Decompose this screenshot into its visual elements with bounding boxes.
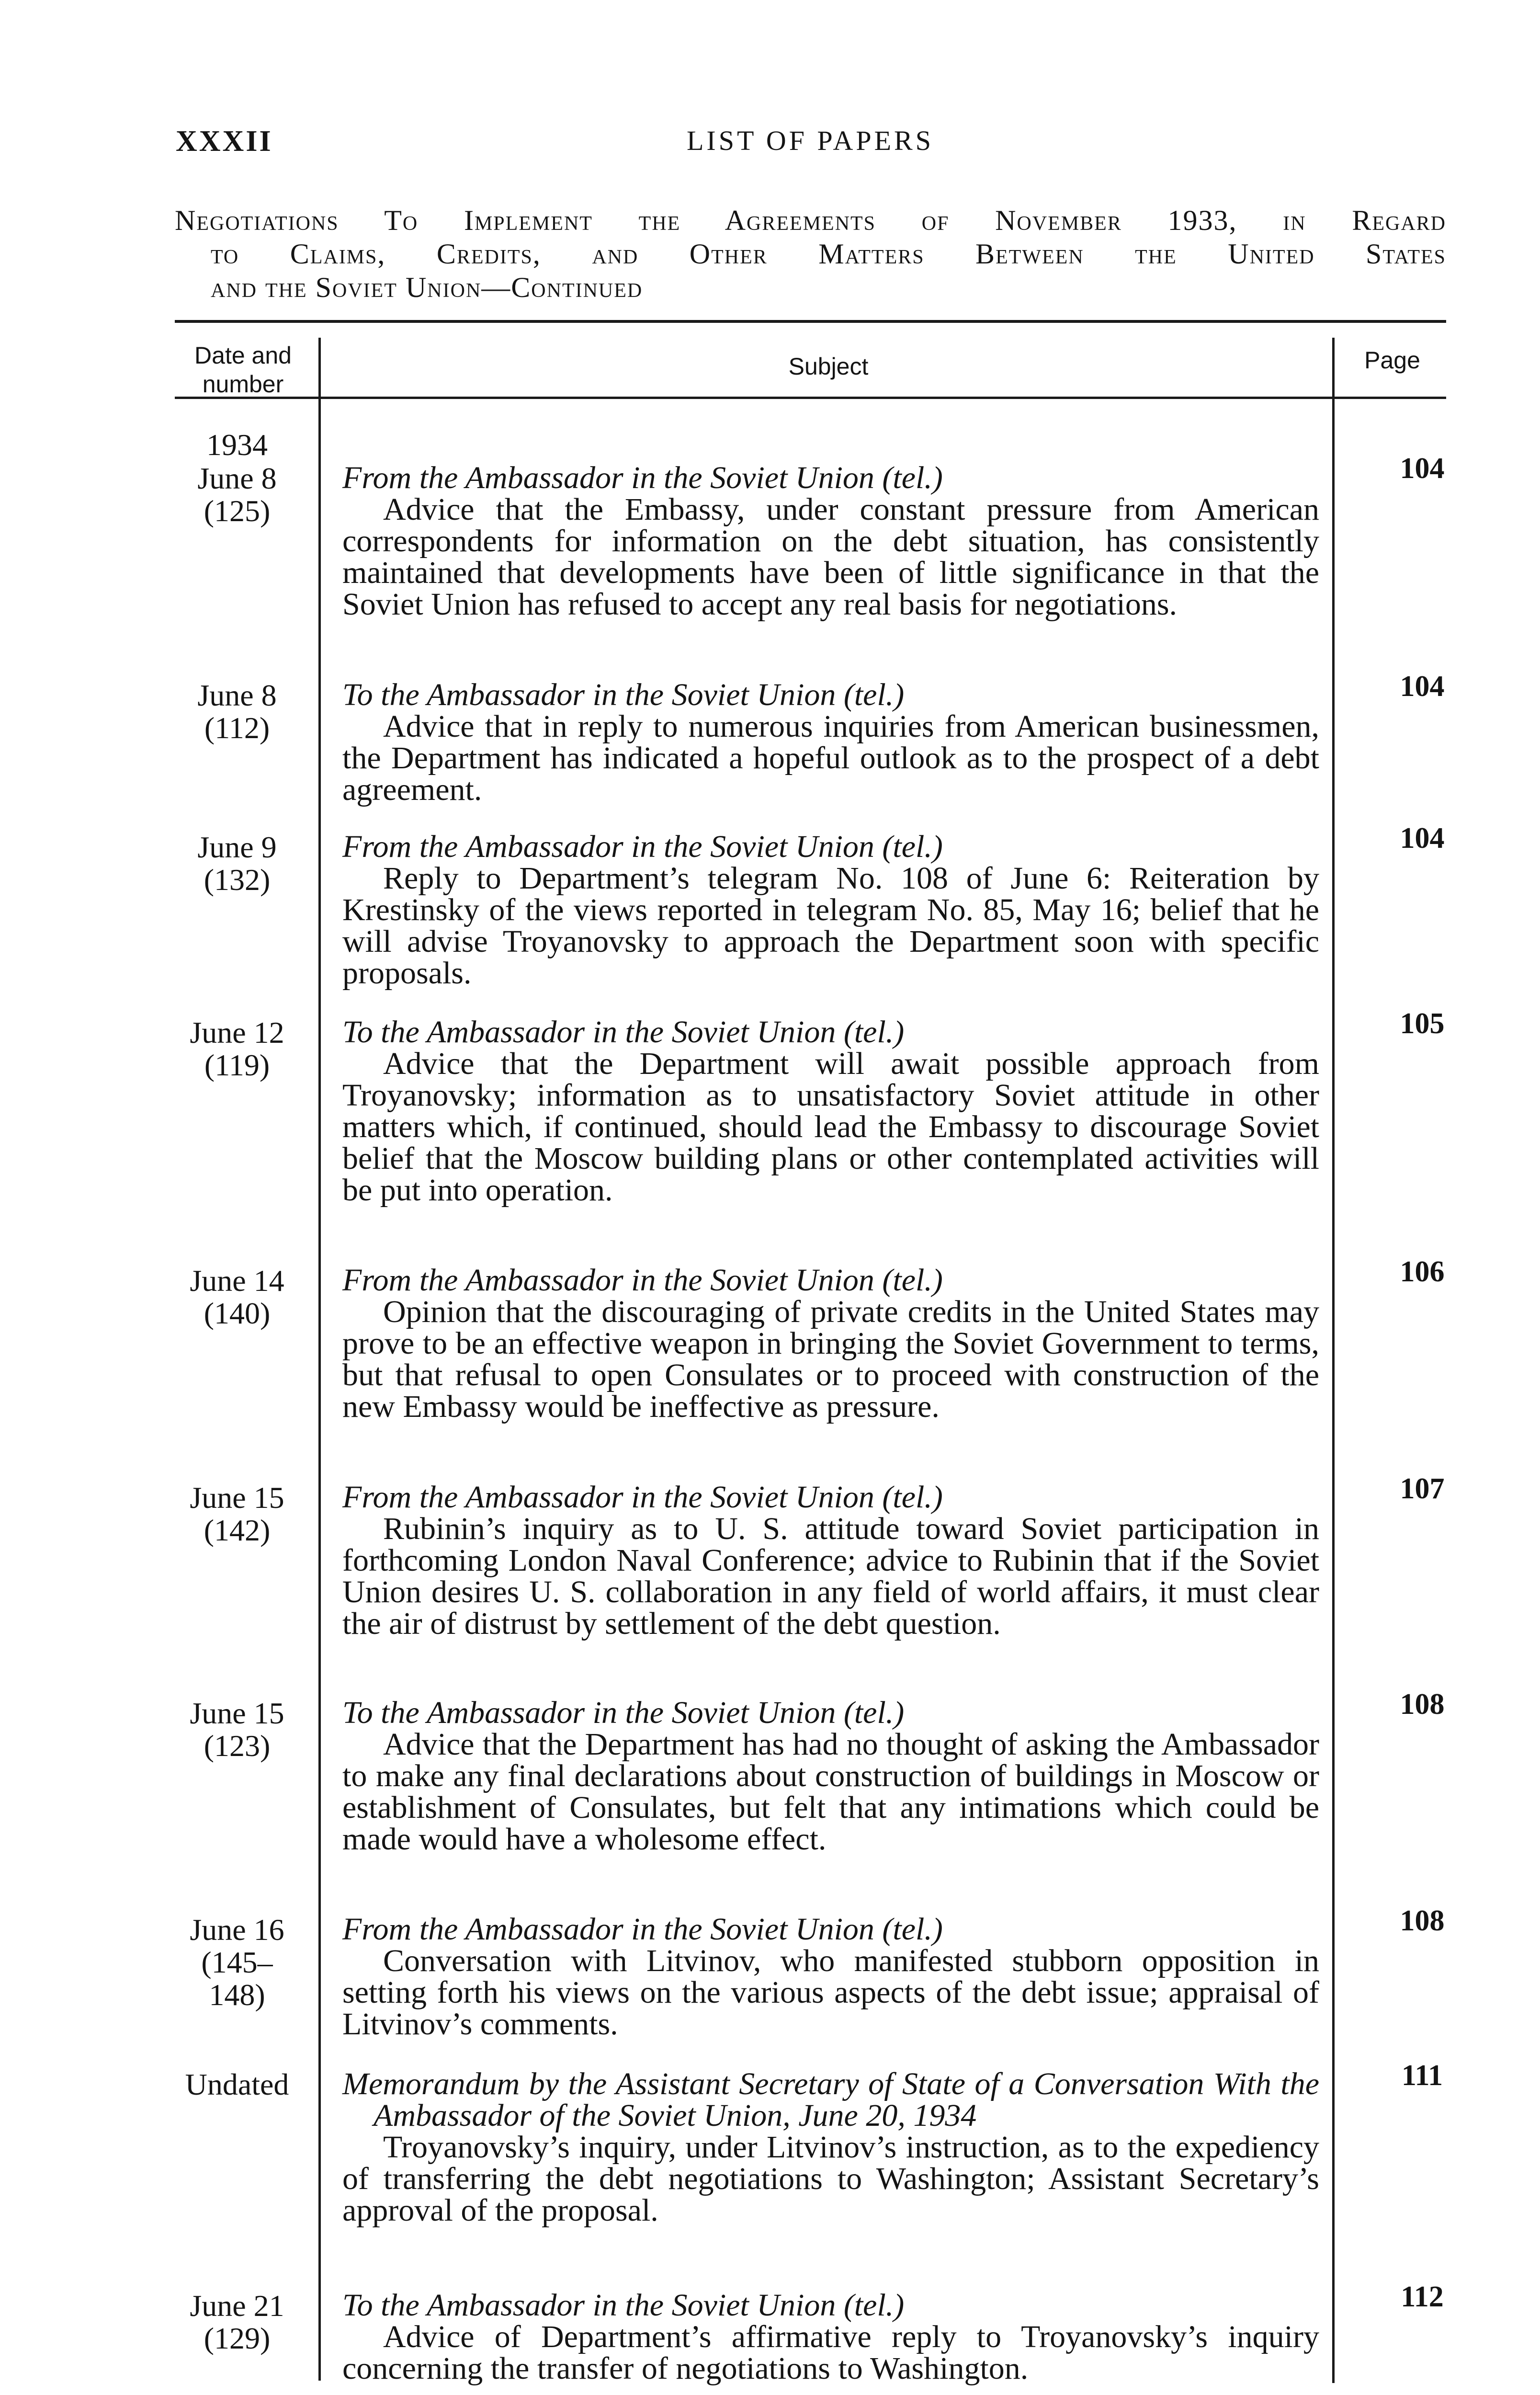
entry-number: (119) [204, 1048, 270, 1082]
year-label: 1934 [206, 428, 268, 462]
section-title-line-3: and the Soviet Union—Continued [211, 272, 643, 303]
entry-number: (132) [204, 863, 271, 897]
entry-subject [342, 2068, 1319, 2226]
entry-page: 104 [1400, 670, 1445, 703]
entry-subject [342, 1914, 1319, 2040]
entry-summary: Advice that the Embassy, under constant pressure from American correspondents for information on the debt situation, has consistently maintained that developments have been of little significance in that the Soviet Union has refused to accept any real basis for negotiations. [342, 492, 1319, 622]
entry-date [172, 1265, 302, 1330]
header-bottom-rule [175, 397, 1446, 399]
entry-date [172, 2290, 302, 2355]
entry-subject [342, 1265, 1319, 1423]
entry-summary: Troyanovsky’s inquiry, under Litvinov’s instruction, as to the expediency of transferring the debt negotiations to Washington; Assistant Secretary’s approval of the proposal. [342, 2130, 1319, 2228]
entry-subject [342, 1016, 1319, 1206]
entry-date-text: June 14 [190, 1264, 284, 1298]
entry-date-text: Undated [185, 2067, 289, 2101]
entry-summary: Advice of Department’s affirmative reply to Troyanovsky’s inquiry concerning the transfer of negotiations to Washington. [342, 2319, 1319, 2386]
column-header-subject: Subject [788, 353, 869, 380]
entry-title: From the Ambassador in the Soviet Union (tel.) [342, 829, 943, 864]
running-head [176, 125, 1445, 168]
section-title [175, 204, 1446, 304]
entry-title: To the Ambassador in the Soviet Union (tel.) [342, 1015, 905, 1049]
table-top-rule [175, 320, 1446, 323]
entry-date [172, 1016, 302, 1082]
entry-title: From the Ambassador in the Soviet Union (tel.) [342, 1480, 943, 1515]
entry-date-text: June 8 [197, 461, 277, 495]
entry-title: Memorandum by the Assistant Secretary of State of a Conversation With the Ambassador of the Soviet Union, June 20, 1934 [342, 2066, 1319, 2133]
entry-summary: Advice that the Department has had no thought of asking the Ambassador to make any final declarations about construction of buildings in Moscow or establishment of Consulates, but felt that any intimations which could be made would have a wholesome effect. [342, 1727, 1319, 1857]
entry-page: 107 [1400, 1472, 1445, 1505]
entry-date-text: June 21 [190, 2289, 284, 2323]
entry-number: (123) [204, 1729, 271, 1763]
entry-title: To the Ambassador in the Soviet Union (tel.) [342, 677, 905, 712]
entry-title: To the Ambassador in the Soviet Union (tel.) [342, 1695, 905, 1730]
entry-subject [342, 1482, 1319, 1640]
entry-page: 112 [1401, 2281, 1444, 2313]
entry-subject [342, 831, 1319, 989]
entry-page: 111 [1401, 2059, 1443, 2092]
entry-page: 105 [1400, 1007, 1445, 1040]
entry-summary: Rubinin’s inquiry as to U. S. attitude toward Soviet participation in forthcoming London Naval Conference; advice to Rubinin that if the Soviet Union desires U. S. collaboration in any field of world affairs, it must clear the air of distrust by settlement of the debt question. [342, 1511, 1319, 1641]
entry-summary: Opinion that the discouraging of private credits in the United States may prove to be an effective weapon in bringing the Soviet Government to terms, but that refusal to open Consulates or to proceed with construction of the new Embassy would be ineffective as pressure. [342, 1294, 1319, 1424]
page-folio: XXXII [176, 125, 273, 158]
entry-date-text: June 9 [197, 830, 277, 864]
entry-page: 108 [1400, 1905, 1445, 1937]
column-header-date: Date and number [194, 342, 292, 398]
entry-subject [342, 462, 1319, 620]
entry-date [172, 831, 302, 896]
entry-number: (129) [204, 2321, 271, 2355]
entry-summary: Advice that the Department will await possible approach from Troyanovsky; information as to unsatisfactory Soviet attitude in other matters which, if continued, should lead the Embassy to discourage Soviet belief that the Moscow building plans or other contemplated activities will be put into operation. [342, 1046, 1319, 1208]
section-title-line-1: Negotiations To Implement the Agreements of November 1933, in Regard [175, 205, 1446, 236]
entry-number: (140) [204, 1296, 271, 1330]
entry-date-text: June 16 [190, 1913, 284, 1947]
entry-title: From the Ambassador in the Soviet Union (tel.) [342, 1912, 943, 1947]
entry-number: (112) [204, 711, 270, 745]
entry-date-text: June 15 [190, 1481, 284, 1515]
entry-date [172, 1914, 302, 2011]
entry-date [172, 679, 302, 744]
column-header-page: Page [1364, 347, 1420, 374]
running-title: LIST OF PAPERS [687, 125, 934, 156]
entry-date-text: June 15 [190, 1696, 284, 1730]
entry-number: (125) [204, 494, 271, 528]
entry-date [172, 2068, 302, 2101]
entry-subject [342, 679, 1319, 806]
entry-summary: Conversation with Litvinov, who manifested stubborn opposition in setting forth his views on the various aspects of the debt issue; appraisal of Litvinov’s comments. [342, 1943, 1319, 2041]
entry-number: (142) [204, 1513, 271, 1547]
entry-date-text: June 8 [197, 678, 277, 712]
entry-page: 106 [1400, 1255, 1445, 1288]
section-title-line-2: to Claims, Credits, and Other Matters Between the United States [211, 238, 1446, 270]
entry-summary: Advice that in reply to numerous inquiries from American businessmen, the Department has indicated a hopeful outlook as to the prospect of a debt agreement. [342, 709, 1319, 807]
entry-page: 104 [1400, 822, 1445, 855]
entry-title: To the Ambassador in the Soviet Union (tel.) [342, 2288, 905, 2323]
entry-date [172, 1697, 302, 1762]
entry-date [172, 1482, 302, 1547]
page-column-rule [1332, 338, 1335, 2383]
date-column-rule [318, 338, 321, 2381]
entry-page: 104 [1400, 452, 1445, 485]
entry-date [172, 429, 302, 527]
entry-summary: Reply to Department’s telegram No. 108 of June 6: Reiteration by Krestinsky of the views reported in telegram No. 85, May 16; belief that he will advise Troyanovsky to approach the Department soon with specific proposals. [342, 861, 1319, 991]
entry-subject [342, 2290, 1319, 2384]
entry-date-text: June 12 [190, 1015, 284, 1049]
entry-number: (145– 148) [201, 1945, 273, 2012]
entry-title: From the Ambassador in the Soviet Union (tel.) [342, 1263, 943, 1298]
entry-subject [342, 1697, 1319, 1855]
entry-page: 108 [1400, 1688, 1445, 1721]
entry-title: From the Ambassador in the Soviet Union (tel.) [342, 460, 943, 495]
